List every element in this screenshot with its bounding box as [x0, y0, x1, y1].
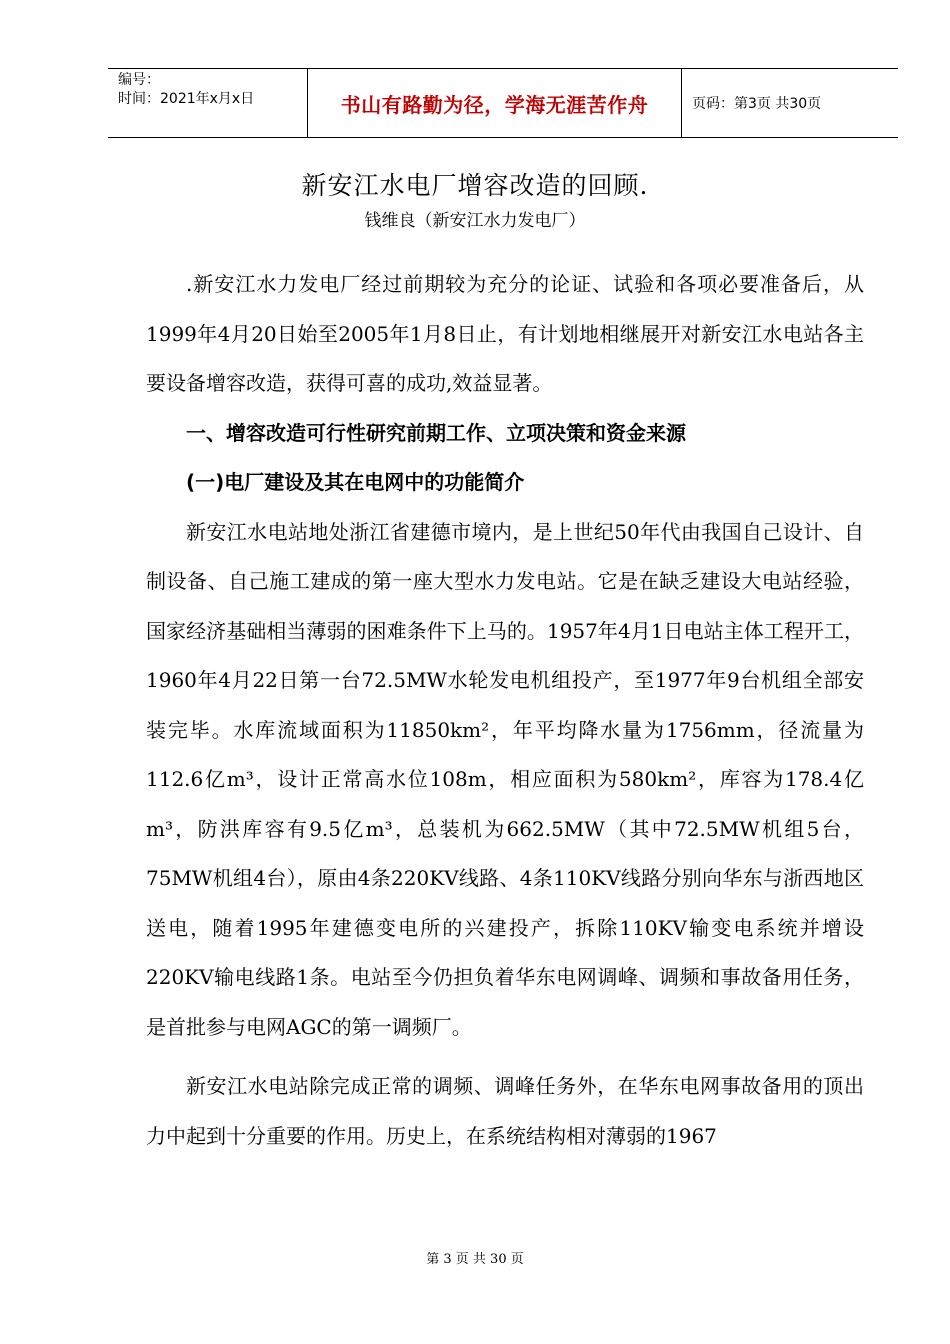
page-footer: 第 3 页 共 30 页 [426, 1252, 524, 1267]
document-author: 钱维良（新安江水力发电厂） [364, 211, 586, 231]
header-motto: 书山有路勤为径，学海无涯苦作舟 [340, 92, 649, 117]
header-page-cell [682, 69, 898, 137]
document-title: 新安江水电厂增容改造的回顾. [301, 171, 649, 200]
page-header [108, 68, 898, 138]
header-meta-cell [108, 69, 308, 137]
paragraph-gap [146, 1052, 864, 1062]
document-time-label: 时间：2021年x月x日 [118, 91, 255, 107]
intro-paragraph: .新安江水力发电厂经过前期较为充分的论证、试验和各项必要准备后，从1999年4月20日始至2005年1月8日止，有计划地相继展开对新安江水电站各主要设备增容改造，获得可喜的成功,效益显著。 [146, 272, 864, 395]
body-paragraph-1: 新安江水电站地处浙江省建德市境内，是上世纪50年代由我国自己设计、自制设备、自己施工建成的第一座大型水力发电站。它是在缺乏建设大电站经验，国家经济基础相当薄弱的困难条件下上马的。1957年4月1日电站主体工程开工，1960年4月22日第一台72.5MW水轮发电机组投产，至1977年9台机组全部安装完毕。水库流域面积为11850km²，年平均降水量为1756mm，径流量为112.6亿m³，设计正常高水位108m，相应面积为580km²，库容为178.4亿m³，防洪库容有9.5亿m³，总装机为662.5MW（其中72.5MW机组5台，75MW机组4台），原由4条220KV线路、4条110KV线路分别向华东与浙西地区送电，随着1995年建德变电所的兴建投产，拆除110KV输变电系统并增设220KV输电线路1条。电站至今仍担负着华东电网调峰、调频和事故备用任务，是首批参与电网AGC的第一调频厂。 [146, 519, 864, 1039]
section-heading: 一、增容改造可行性研究前期工作、立项决策和资金来源 [186, 420, 686, 445]
document-body [146, 260, 864, 1161]
header-motto-cell [308, 69, 682, 137]
body-paragraph-2: 新安江水电站除完成正常的调频、调峰任务外，在华东电网事故备用的顶出力中起到十分重要的作用。历史上，在系统结构相对薄弱的1967 [146, 1074, 864, 1148]
header-page-info: 页码：第3页 共30页 [692, 96, 822, 112]
subsection-heading: (一)电厂建设及其在电网中的功能简介 [186, 470, 525, 494]
document-number-label: 编号： [118, 72, 160, 88]
